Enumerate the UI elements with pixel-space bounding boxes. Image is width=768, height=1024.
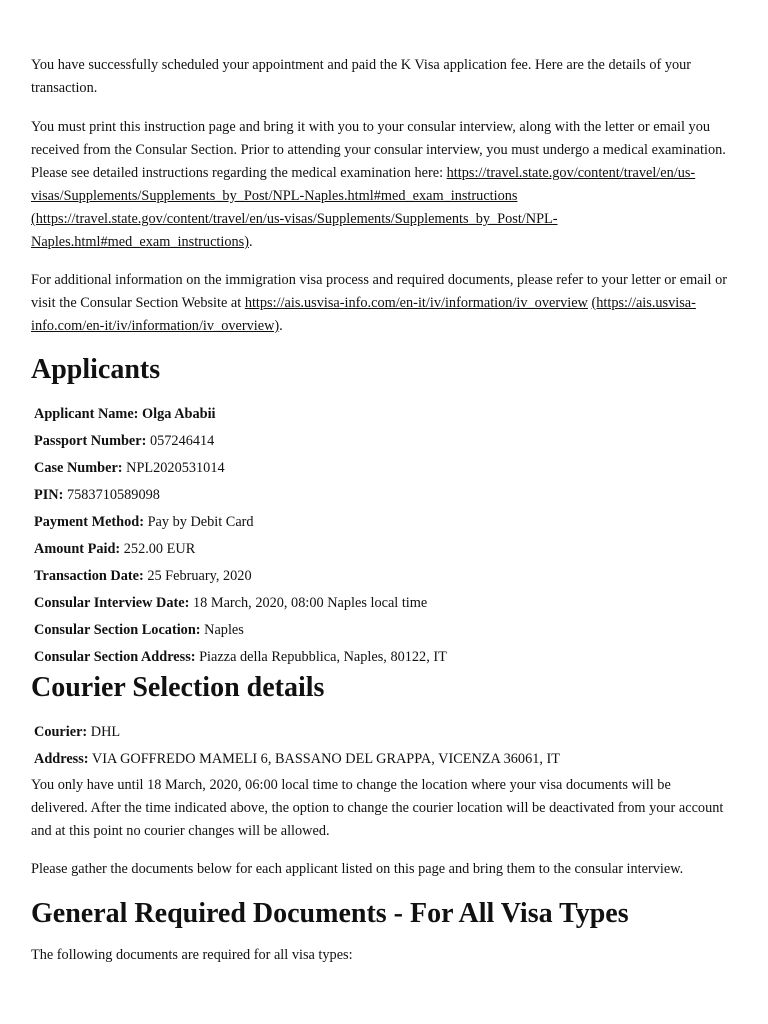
courier-details-list bbox=[34, 719, 560, 773]
gather-documents-paragraph: Please gather the documents below for each applicant listed on this page and bring them to the consular interview. bbox=[31, 861, 684, 877]
section-location-row bbox=[34, 617, 447, 644]
field-value: NPL2020531014 bbox=[126, 460, 225, 476]
instructions-paragraph bbox=[31, 116, 731, 254]
field-value: 7583710589098 bbox=[66, 487, 160, 503]
field-label: PIN: bbox=[34, 487, 64, 503]
case-number-row bbox=[34, 455, 447, 482]
field-value: Piazza della Repubblica, Naples, 80122, IT bbox=[199, 649, 447, 665]
field-label: Payment Method: bbox=[34, 514, 144, 530]
field-label: Address: bbox=[34, 751, 89, 767]
field-value: 25 February, 2020 bbox=[147, 568, 252, 584]
courier-heading: Courier Selection details bbox=[31, 672, 325, 703]
amount-paid-row bbox=[34, 536, 447, 563]
applicants-heading: Applicants bbox=[31, 354, 161, 385]
field-label: Consular Section Address: bbox=[34, 649, 196, 665]
applicant-name-row bbox=[34, 401, 447, 428]
field-label: Applicant Name: bbox=[34, 406, 139, 422]
field-label: Passport Number: bbox=[34, 433, 147, 449]
field-label: Consular Section Location: bbox=[34, 622, 201, 638]
field-label: Amount Paid: bbox=[34, 541, 121, 557]
section-address-row bbox=[34, 644, 447, 671]
field-value: 252.00 EUR bbox=[123, 541, 196, 557]
field-value: Naples bbox=[204, 622, 244, 638]
field-value: 18 March, 2020, 08:00 Naples local time bbox=[192, 595, 428, 611]
medical-exam-link[interactable]: https://travel.state.gov/content/travel/en/us-visas/Supplements/Supplements_by_Post/NPL-Naples.html#med_exam_instructions bbox=[31, 165, 696, 204]
info-text: For additional information on the immigration visa process and required documents, please refer to your letter or email or visit the Consular Section Website at bbox=[31, 272, 727, 311]
transaction-date-row bbox=[34, 563, 447, 590]
instructions-end: . bbox=[249, 234, 253, 250]
field-label: Courier: bbox=[34, 724, 88, 740]
pin-row bbox=[34, 482, 447, 509]
applicant-details-list bbox=[34, 401, 447, 671]
courier-row bbox=[34, 719, 560, 746]
info-paragraph bbox=[31, 269, 731, 338]
general-documents-heading: General Required Documents - For All Visa Types bbox=[31, 898, 629, 929]
applicant-name-value: Olga Ababii bbox=[142, 406, 216, 422]
instructions-text: You must print this instruction page and bring it with you to your consular interview, along with the letter or email you received from the Consular Section. Prior to attending your consular interview, you must undergo a medical examination. Please see detailed instructions regarding the medical examination here: bbox=[31, 119, 726, 181]
field-label: Transaction Date: bbox=[34, 568, 144, 584]
info-end: . bbox=[279, 318, 283, 334]
medical-exam-link-parenthetical[interactable]: (https://travel.state.gov/content/travel/en/us-visas/Supplements/Supplements_by_Post/NPL-Naples.html#med_exam_instructions) bbox=[31, 211, 558, 250]
general-documents-paragraph: The following documents are required for all visa types: bbox=[31, 947, 353, 963]
field-label: Consular Interview Date: bbox=[34, 595, 190, 611]
courier-address-row bbox=[34, 746, 560, 773]
intro-paragraph: You have successfully scheduled your appointment and paid the K Visa application fee. Here are the details of your transaction. bbox=[31, 57, 692, 96]
passport-number-row bbox=[34, 428, 447, 455]
consular-website-link-parenthetical[interactable]: (https://ais.usvisa-info.com/en-it/iv/information/iv_overview) bbox=[31, 295, 696, 334]
payment-method-row bbox=[34, 509, 447, 536]
consular-website-link[interactable]: https://ais.usvisa-info.com/en-it/iv/information/iv_overview bbox=[244, 295, 588, 311]
field-value: DHL bbox=[90, 724, 121, 740]
field-value: Pay by Debit Card bbox=[147, 514, 254, 530]
interview-date-row bbox=[34, 590, 447, 617]
field-value: VIA GOFFREDO MAMELI 6, BASSANO DEL GRAPPA, VICENZA 36061, IT bbox=[91, 751, 561, 767]
courier-deadline-paragraph: You only have until 18 March, 2020, 06:00 local time to change the location where your visa documents will be delivered. After the time indicated above, the option to change the courier location will be deactivated from your account and at this point no courier changes will be allowed. bbox=[31, 777, 724, 839]
field-label: Case Number: bbox=[34, 460, 123, 476]
field-value: 057246414 bbox=[149, 433, 215, 449]
